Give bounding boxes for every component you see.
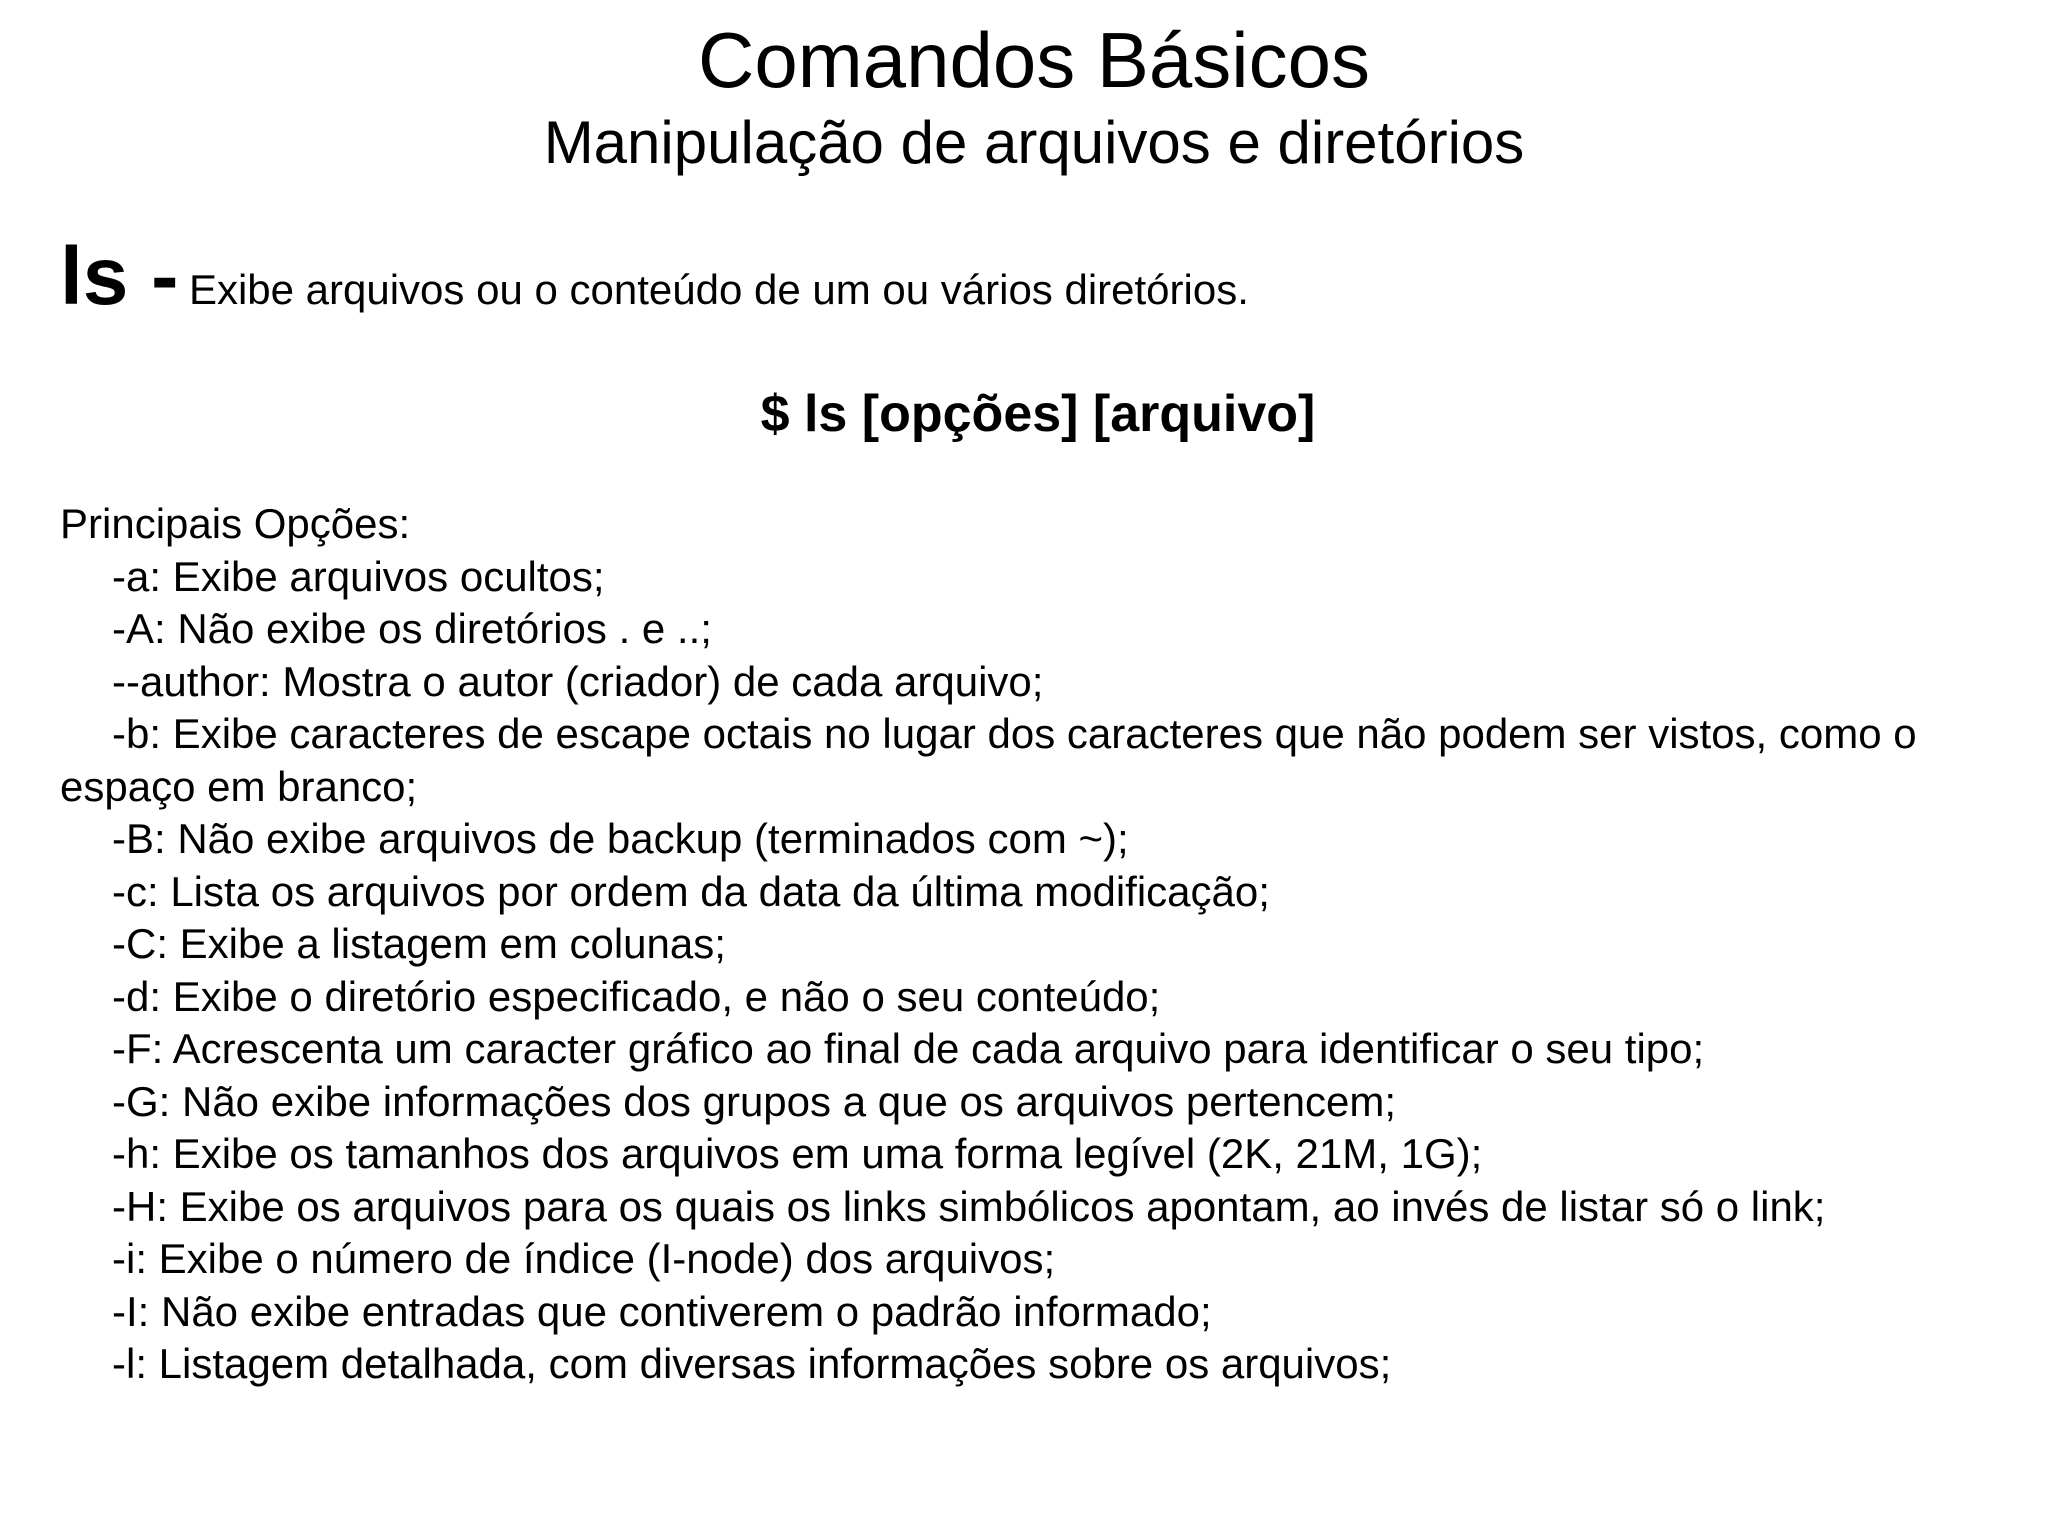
option-item: -h: Exibe os tamanhos dos arquivos em uma forma legível (2K, 21M, 1G); xyxy=(112,1130,1483,1177)
command-heading xyxy=(60,232,1249,335)
option-item: -I: Não exibe entradas que contiverem o padrão informado; xyxy=(112,1287,1212,1335)
option-item: -a: Exibe arquivos ocultos; xyxy=(112,552,605,600)
option-item: -F: Acrescenta um caracter gráfico ao final de cada arquivo para identificar o seu tipo; xyxy=(112,1025,1705,1072)
option-item: -d: Exibe o diretório especificado, e não o seu conteúdo; xyxy=(112,972,1161,1020)
options-list xyxy=(60,498,2010,1391)
option-item: -B: Não exibe arquivos de backup (terminados com ~); xyxy=(112,815,1129,862)
option-item: --author: Mostra o autor (criador) de cada arquivo; xyxy=(112,657,1044,705)
command-description: Exibe arquivos ou o conteúdo de um ou vários diretórios. xyxy=(188,266,1249,313)
command-syntax: $ ls [opções] [arquivo] xyxy=(760,385,1316,443)
slide-subtitle: Manipulação de arquivos e diretórios xyxy=(543,109,1525,176)
option-item: -c: Lista os arquivos por ordem da data da última modificação; xyxy=(112,867,1270,915)
option-item: -A: Não exibe os diretórios . e ..; xyxy=(112,605,712,652)
option-item: -H: Exibe os arquivos para os quais os links simbólicos apontam, ao invés de listar só o link; xyxy=(112,1182,1826,1230)
option-item: -G: Não exibe informações dos grupos a que os arquivos pertencem; xyxy=(112,1077,1397,1125)
option-item: -b: Exibe caracteres de escape octais no lugar dos caracteres que não podem ser vistos, como o espaço em branco; xyxy=(60,710,1917,810)
option-item: -i: Exibe o número de índice (I-node) dos arquivos; xyxy=(112,1235,1056,1282)
command-name: ls - xyxy=(60,231,179,322)
option-item: -l: Listagem detalhada, com diversas informações sobre os arquivos; xyxy=(112,1340,1392,1387)
slide-title: Comandos Básicos xyxy=(698,16,1370,104)
option-item: -C: Exibe a listagem em colunas; xyxy=(112,920,726,967)
options-header: Principais Opções: xyxy=(60,500,411,547)
